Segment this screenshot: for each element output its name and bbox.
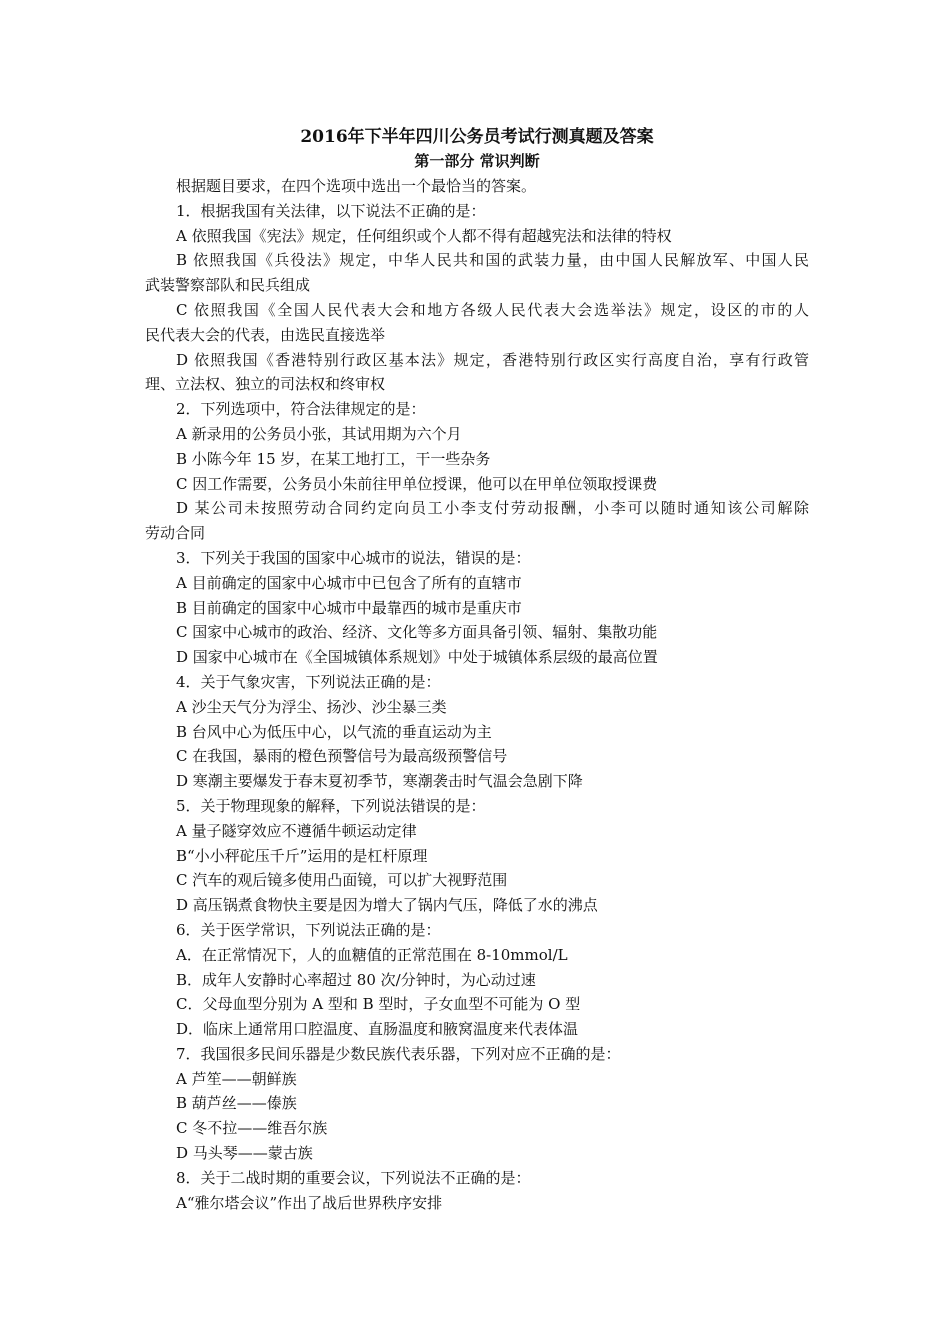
question-text [145, 174, 809, 1215]
text-line: D 国家中心城市在《全国城镇体系规划》中处于城镇体系层级的最高位置 [176, 648, 658, 667]
section-heading: 第一部分 常识判断 [414, 152, 540, 170]
text-line: 民代表大会的代表，由选民直接选举 [145, 325, 386, 344]
text-line: C 国家中心城市的政治、经济、文化等多方面具备引领、辐射、集散功能 [176, 623, 658, 642]
text-line: B 小陈今年 15 岁，在某工地打工，干一些杂务 [176, 449, 491, 468]
text-line: B．成年人安静时心率超过 80 次/分钟时，为心动过速 [176, 970, 536, 989]
text-line: C．父母血型分别为 A 型和 B 型时，子女血型不可能为 O 型 [176, 995, 581, 1014]
text-line: C 汽车的观后镜多使用凸面镜，可以扩大视野范围 [176, 871, 508, 890]
text-line: C 冬不拉——维吾尔族 [176, 1119, 328, 1138]
text-line: B 葫芦丝——傣族 [176, 1094, 297, 1113]
text-line: 2．下列选项中，符合法律规定的是： [176, 400, 426, 419]
text-line: D 某公司未按照劳动合同约定向员工小李支付劳动报酬，小李可以随时通知该公司解除 [176, 499, 809, 518]
text-line: D 依照我国《香港特别行政区基本法》规定，香港特别行政区实行高度自治，享有行政管 [176, 350, 809, 369]
text-line: B“小小秤砣压千斤”运用的是杠杆原理 [176, 846, 428, 865]
text-line: 武装警察部队和民兵组成 [145, 276, 311, 295]
text-line: 劳动合同 [145, 524, 206, 543]
text-line: A 量子隧穿效应不遵循牛顿运动定律 [176, 821, 417, 840]
text-line: A 芦笙——朝鲜族 [176, 1069, 297, 1088]
text-line: 4．关于气象灾害，下列说法正确的是： [176, 672, 441, 691]
text-line: B 目前确定的国家中心城市中最靠西的城市是重庆市 [176, 598, 522, 617]
text-line: A 新录用的公务员小张，其试用期为六个月 [176, 424, 462, 443]
text-line: C 依照我国《全国人民代表大会和地方各级人民代表大会选举法》规定，设区的市的人 [176, 300, 809, 319]
text-line: D．临床上通常用口腔温度、直肠温度和腋窝温度来代表体温 [176, 1020, 579, 1039]
text-line: B 台风中心为低压中心，以气流的垂直运动为主 [176, 722, 492, 741]
text-line: C 因工作需要，公务员小朱前往甲单位授课，他可以在甲单位领取授课费 [176, 474, 658, 493]
text-line: 1．根据我国有关法律，以下说法不正确的是： [176, 201, 486, 220]
text-line: 8．关于二战时期的重要会议，下列说法不正确的是： [176, 1168, 531, 1187]
text-line: A 沙尘天气分为浮尘、扬沙、沙尘暴三类 [176, 697, 447, 716]
text-line: D 寒潮主要爆发于春末夏初季节，寒潮袭击时气温会急剧下降 [176, 772, 583, 791]
text-line: 3．下列关于我国的国家中心城市的说法，错误的是： [176, 548, 531, 567]
text-line: 6．关于医学常识，下列说法正确的是： [176, 920, 441, 939]
text-line: 5．关于物理现象的解释，下列说法错误的是： [176, 796, 486, 815]
text-line: D 高压锅煮食物快主要是因为增大了锅内气压，降低了水的沸点 [176, 896, 598, 915]
text-line: A 依照我国《宪法》规定，任何组织或个人都不得有超越宪法和法律的特权 [176, 226, 672, 245]
text-line: 理、立法权、独立的司法权和终审权 [145, 375, 386, 394]
text-line: B 依照我国《兵役法》规定，中华人民共和国的武装力量，由中国人民解放军、中国人民 [176, 251, 809, 270]
document-title: 2016年下半年四川公务员考试行测真题及答案 [300, 127, 654, 147]
text-line: D 马头琴——蒙古族 [176, 1144, 313, 1163]
text-line: A“雅尔塔会议”作出了战后世界秩序安排 [176, 1193, 443, 1212]
document-body [145, 125, 809, 1215]
text-line: C 在我国，暴雨的橙色预警信号为最高级预警信号 [176, 747, 508, 766]
text-line: A 目前确定的国家中心城市中已包含了所有的直辖市 [176, 573, 522, 592]
text-line: A．在正常情况下，人的血糖值的正常范围在 8-10mmol/L [176, 945, 568, 964]
text-line: 根据题目要求，在四个选项中选出一个最恰当的答案。 [176, 177, 537, 195]
text-line: 7．我国很多民间乐器是少数民族代表乐器，下列对应不正确的是： [176, 1044, 621, 1063]
